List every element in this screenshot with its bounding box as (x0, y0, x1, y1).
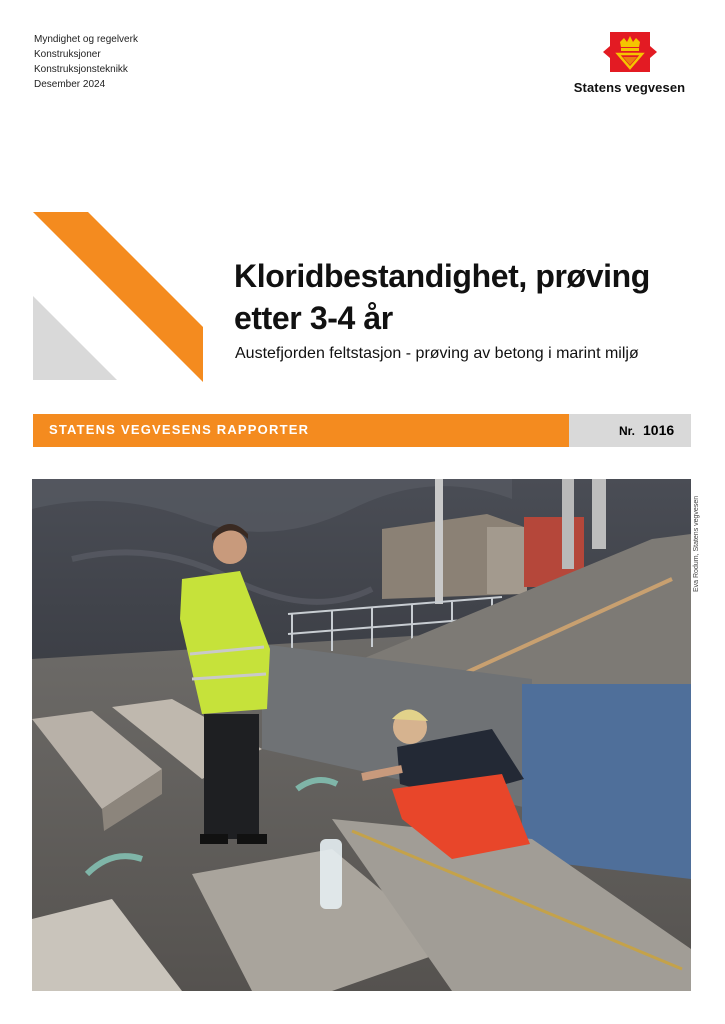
cover-photo (32, 479, 691, 991)
report-number-value: 1016 (643, 422, 675, 438)
series-label: STATENS VEGVESENS RAPPORTER (49, 422, 310, 437)
series-bar (33, 414, 691, 447)
meta-date: Desember 2024 (34, 79, 106, 90)
pole (435, 479, 443, 604)
report-subtitle: Austefjorden feltstasjon - prøving av betong i marint miljø (235, 345, 639, 362)
crown-shield-icon (601, 30, 659, 74)
grey-triangle-shape (33, 296, 117, 380)
statens-vegvesen-logo (562, 30, 697, 95)
water-bottle (320, 839, 342, 909)
meta-department: Myndighet og regelverk (34, 34, 138, 45)
report-title (234, 255, 704, 339)
meta-subsection: Konstruksjonsteknikk (34, 64, 128, 75)
logo-wordmark: Statens vegvesen (573, 80, 686, 95)
photo-credit-text: Eva Rodum, Statens vegvesen (693, 495, 700, 592)
report-number-label: Nr. (619, 424, 636, 438)
meta-section: Konstruksjoner (34, 49, 101, 60)
title-line-2: etter 3-4 år (234, 300, 393, 336)
report-number-box (569, 414, 691, 447)
series-label-box (33, 414, 569, 447)
report-meta (34, 32, 138, 92)
photo-credit (690, 484, 704, 594)
decorative-graphic (33, 212, 203, 382)
title-line-1: Kloridbestandighet, prøving (234, 258, 650, 294)
